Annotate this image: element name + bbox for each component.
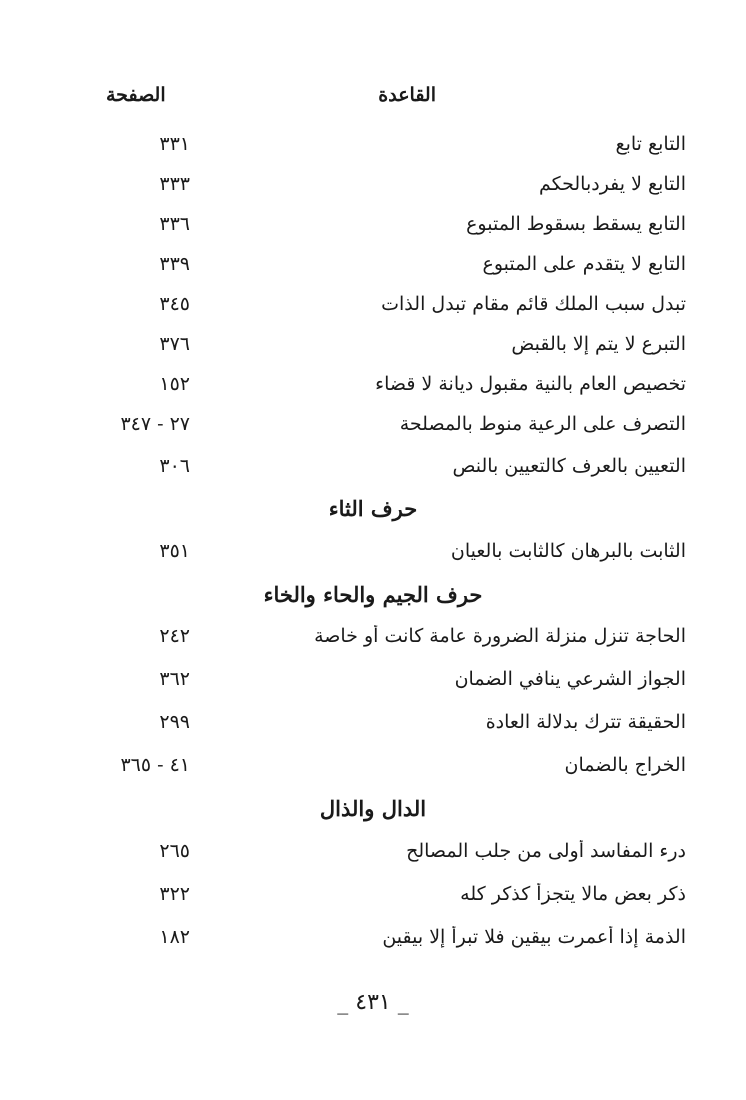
rule-text: الثابت بالبرهان كالثابت بالعيان <box>450 540 686 562</box>
index-row <box>0 173 746 209</box>
rule-text: التابع لا يتقدم على المتبوع <box>482 253 686 275</box>
index-row <box>0 883 746 919</box>
page-ref: ٢٧ - ٣٤٧ <box>120 413 190 435</box>
index-row <box>0 413 746 449</box>
page-ref: ٢٩٩ <box>159 711 190 733</box>
section-heading-jim: حرف الجيم والحاء والخاء <box>263 582 483 607</box>
rule-text: الذمة إذا أعمرت بيقين فلا تبرأ إلا بيقين <box>382 926 686 948</box>
page-ref: ٣٣١ <box>159 133 190 155</box>
rule-text: ذكر بعض مالا يتجزأ كذكر كله <box>460 883 686 905</box>
rule-column-header: القاعدة <box>378 84 436 106</box>
rule-text: تبدل سبب الملك قائم مقام تبدل الذات <box>381 293 686 315</box>
page-ref: ٣٣٦ <box>159 213 190 235</box>
page-ref: ٣٠٦ <box>159 455 190 477</box>
section-heading-dal: الدال والذال <box>319 796 427 821</box>
rule-text: التابع لا يفردبالحكم <box>538 173 686 195</box>
rule-text: الجواز الشرعي ينافي الضمان <box>454 668 686 690</box>
page-ref: ٣٢٢ <box>159 883 190 905</box>
index-row <box>0 711 746 747</box>
rule-text: التعيين بالعرف كالتعيين بالنص <box>452 455 686 477</box>
page-ref: ٣٤٥ <box>159 293 190 315</box>
page-ref: ١٨٢ <box>159 926 190 948</box>
index-row <box>0 213 746 249</box>
index-row <box>0 253 746 289</box>
rule-text: الخراج بالضمان <box>564 754 686 776</box>
index-row <box>0 373 746 409</box>
index-row <box>0 840 746 876</box>
index-row <box>0 668 746 704</box>
rule-text: التابع تابع <box>615 133 686 155</box>
index-row <box>0 293 746 329</box>
page-number: _ ٤٣١ _ <box>337 990 409 1015</box>
index-row <box>0 133 746 169</box>
index-row <box>0 333 746 369</box>
page-ref: ٣٣٣ <box>159 173 190 195</box>
index-row <box>0 625 746 661</box>
section-heading-tha: حرف الثاء <box>328 496 418 521</box>
rule-text: تخصيص العام بالنية مقبول ديانة لا قضاء <box>375 373 686 395</box>
index-row <box>0 926 746 962</box>
page-ref: ٢٦٥ <box>159 840 190 862</box>
rule-text: الحقيقة تترك بدلالة العادة <box>485 711 686 733</box>
index-row <box>0 540 746 576</box>
page-ref: ٣٧٦ <box>159 333 190 355</box>
page-ref: ٣٣٩ <box>159 253 190 275</box>
table-header <box>0 84 746 118</box>
page-ref: ٣٦٢ <box>159 668 190 690</box>
rule-text: درء المفاسد أولى من جلب المصالح <box>406 840 686 862</box>
page-ref: ٣٥١ <box>159 540 190 562</box>
rule-text: التابع يسقط بسقوط المتبوع <box>466 213 686 235</box>
rule-text: الحاجة تنزل منزلة الضرورة عامة كانت أو خاصة <box>314 625 686 647</box>
page-ref: ١٥٢ <box>159 373 190 395</box>
rule-text: التبرع لا يتم إلا بالقبض <box>511 333 686 355</box>
index-row <box>0 754 746 790</box>
page-ref: ٤١ - ٣٦٥ <box>120 754 190 776</box>
page-column-header: الصفحة <box>106 84 166 106</box>
index-row <box>0 455 746 491</box>
page-ref: ٢٤٢ <box>159 625 190 647</box>
rule-text: التصرف على الرعية منوط بالمصلحة <box>399 413 686 435</box>
